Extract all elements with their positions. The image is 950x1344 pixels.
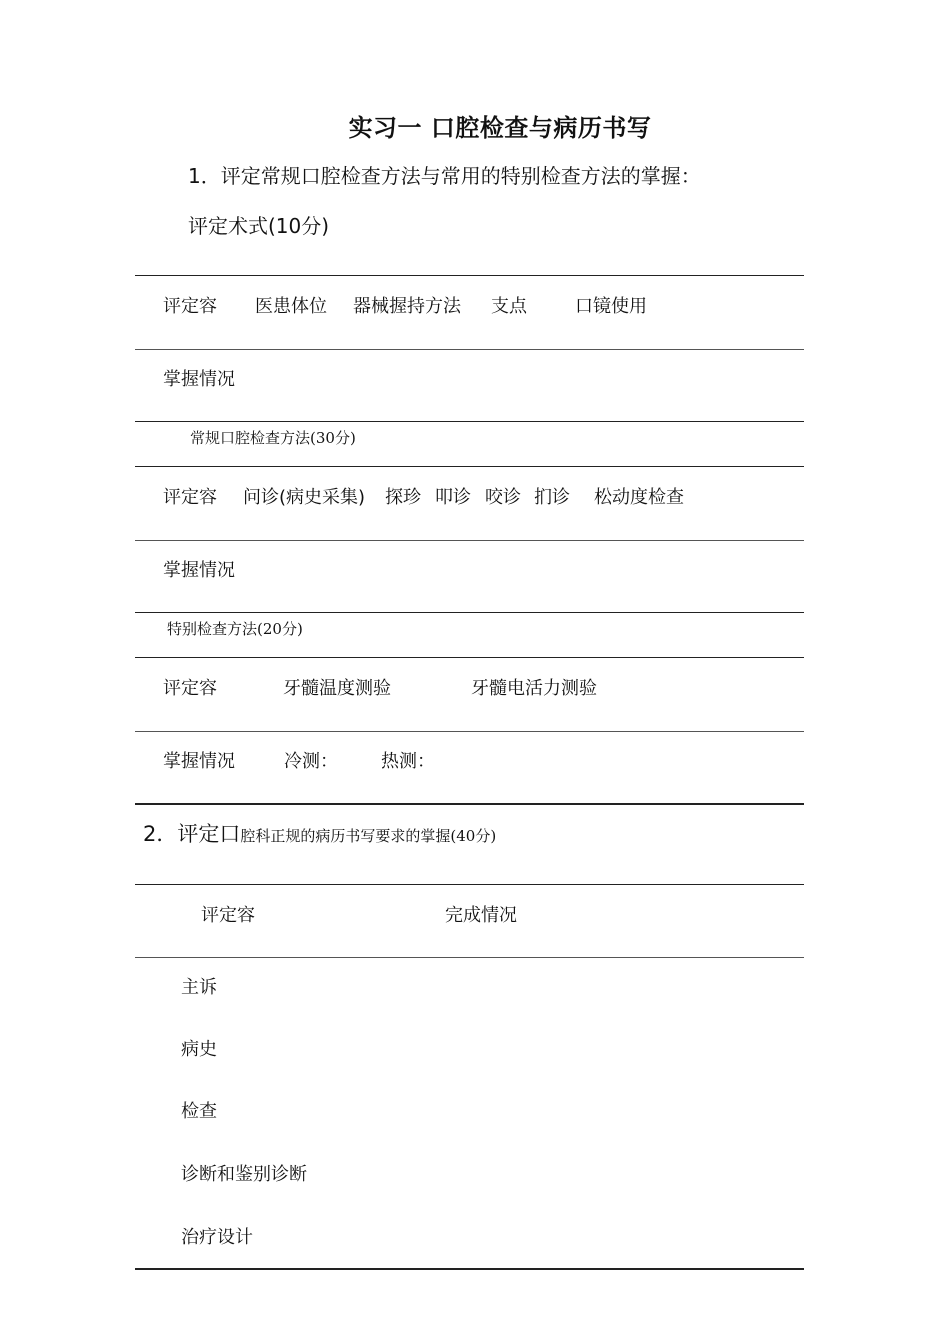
table-a-item-posture: 医患体位 [255,296,327,317]
table-c-cold-label: 冷测： [284,751,338,772]
table-b-item-bite-test: 咬诊 [485,487,521,508]
section1-subheading: 评定术式(10分) [188,214,330,238]
page-title: 实习一 口腔检查与病历书写 [348,114,652,142]
table-b-item-mobility: 松动度检查 [594,487,684,508]
section2-heading-rest: 腔科正规的病历书写要求的掌握(40分) [240,827,497,845]
section2-heading-prefix: 2．评定口 [143,822,241,846]
table-2-row-examination: 检查 [181,1101,217,1122]
table-c-bottom-rule [135,803,804,805]
table-c-mid-rule [135,731,804,732]
table-a-content-label: 评定容 [163,296,217,317]
table-2-row-diagnosis: 诊断和鉴别诊断 [181,1164,307,1185]
table-2-row-history: 病史 [181,1039,217,1060]
table-a-bottom-rule [135,421,804,422]
table-b-bottom-rule [135,612,804,613]
table-a-top-rule [135,275,804,276]
table-2-row-chief-complaint: 主诉 [181,977,217,998]
table-b-item-probing: 探珍 [385,487,421,508]
table-b-content-label: 评定容 [163,487,217,508]
table-a-item-instrument-grip: 器械握持方法 [353,296,461,317]
table-c-caption: 特别检查方法(20分) [167,620,303,638]
table-c-item-thermal-test: 牙髓温度测验 [283,678,391,699]
table-a-item-mirror-use: 口镜使用 [575,296,647,317]
table-c-content-label: 评定容 [163,678,217,699]
table-b-item-inquiry: 问诊(病史采集) [243,487,366,508]
table-b-top-rule [135,466,804,467]
table-2-top-rule [135,884,804,885]
section1-heading: 1．评定常规口腔检查方法与常用的特别检查方法的掌握： [188,164,701,188]
table-c-top-rule [135,657,804,658]
table-c-mastery-label: 掌握情况 [163,751,235,772]
table-c-hot-label: 热测： [381,751,435,772]
table-2-bottom-rule [135,1268,804,1270]
table-a-mastery-label: 掌握情况 [163,369,235,390]
table-a-item-fulcrum: 支点 [491,296,527,317]
table-b-mastery-label: 掌握情况 [163,560,235,581]
table-b-mid-rule [135,540,804,541]
table-2-col-completion: 完成情况 [445,905,517,926]
table-c-item-electric-test: 牙髓电活力测验 [471,678,597,699]
table-a-mid-rule [135,349,804,350]
table-b-item-palpation: 扪诊 [534,487,570,508]
table-2-row-treatment-plan: 治疗设计 [181,1227,253,1248]
table-2-header-rule [135,957,804,958]
table-b-item-percussion: 叩诊 [435,487,471,508]
section2-heading [143,818,496,848]
table-b-caption: 常规口腔检查方法(30分) [190,429,356,447]
table-2-col-content: 评定容 [201,905,255,926]
